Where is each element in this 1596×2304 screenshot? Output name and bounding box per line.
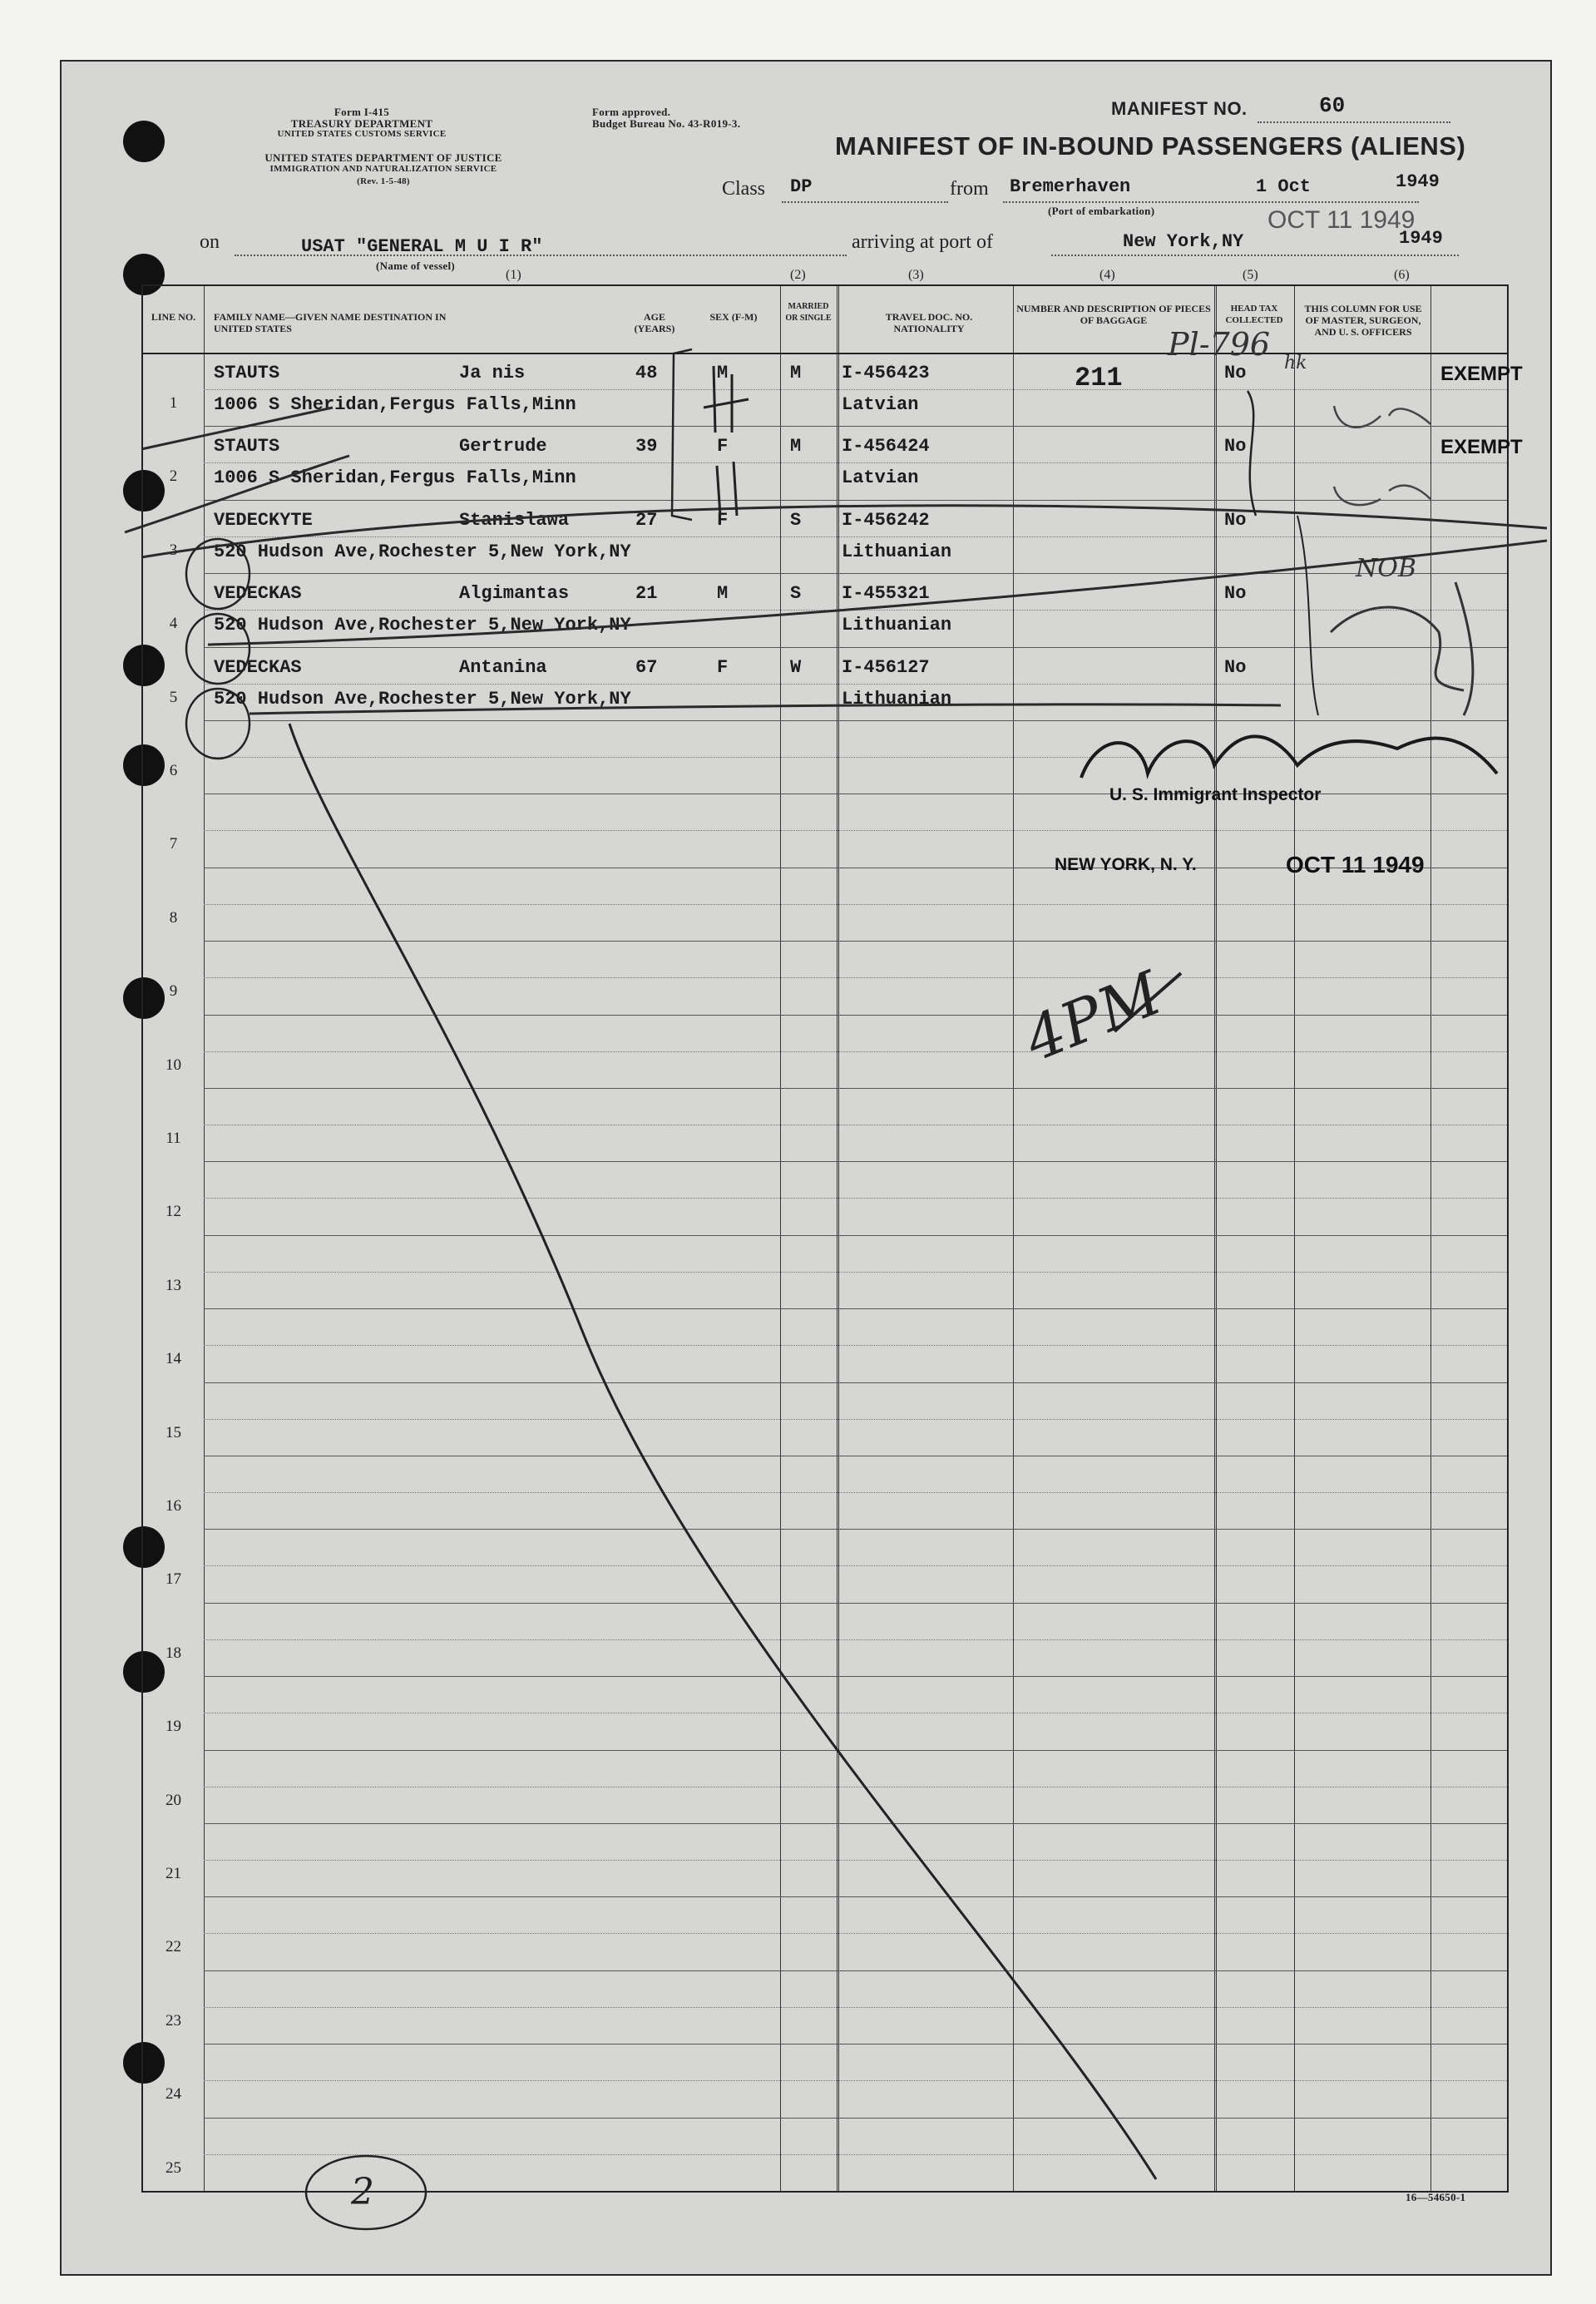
cell-address: 1006 S Sheridan,Fergus Falls,Minn — [214, 394, 576, 415]
cell-ms: M — [790, 363, 802, 383]
from-value: Bremerhaven — [1010, 176, 1131, 197]
cell-nationality: Lithuanian — [842, 688, 952, 709]
form-code: 16—54650-1 — [1406, 2191, 1466, 2203]
col-married: MARRIED OR SINGLE — [785, 302, 832, 323]
line-number: 3 — [169, 541, 178, 559]
line-number: 25 — [166, 2158, 181, 2177]
class-value: DP — [790, 176, 813, 197]
cell-given: Antanina — [459, 656, 547, 678]
cell-doc: I-456127 — [842, 656, 930, 678]
location-stamp: NEW YORK, N. Y. — [1055, 855, 1197, 874]
cell-surname: VEDECKAS — [214, 583, 302, 605]
cell-ms: W — [790, 656, 802, 678]
line-number: 21 — [166, 1865, 181, 1882]
cell-address: 520 Hudson Ave,Rochester 5,New York,NY — [214, 688, 631, 709]
col-sex: SEX (F-M) — [709, 311, 758, 323]
line-number: 17 — [166, 1570, 181, 1589]
line-number: 18 — [166, 1644, 181, 1662]
cell-tax: No — [1224, 363, 1247, 383]
cell-age: 27 — [635, 509, 658, 531]
handwritten-pl: Pl-796 — [1168, 326, 1271, 363]
manifest-title: MANIFEST OF IN-BOUND PASSENGERS (ALIENS) — [835, 131, 1466, 161]
cell-nationality: Lithuanian — [842, 615, 952, 636]
line-number: 12 — [166, 1203, 181, 1221]
col-num-1: (1) — [506, 268, 521, 282]
line-number: 1 — [169, 394, 178, 412]
line-number: 16 — [166, 1497, 181, 1515]
handwritten-time: 4PM — [1015, 957, 1171, 1075]
col-officers: THIS COLUMN FOR USE OF MASTER, SURGEON, AND U. S. OFFICERS — [1304, 303, 1422, 338]
line-number: 11 — [166, 1130, 181, 1147]
col-baggage: NUMBER AND DESCRIPTION OF PIECES OF BAGGAGE — [1016, 303, 1211, 326]
cell-ms: S — [790, 583, 802, 605]
cell-doc: I-456424 — [842, 436, 930, 457]
col-name: FAMILY NAME—GIVEN NAME DESTINATION IN UNITED STATES — [214, 311, 447, 334]
cell-tax: No — [1224, 656, 1247, 678]
cell-ms: M — [790, 436, 802, 457]
manifest-label: MANIFEST NO. — [1111, 98, 1248, 119]
cell-given: Gertrude — [459, 436, 547, 457]
arrival-year: 1949 — [1399, 228, 1443, 249]
line-number: 13 — [166, 1276, 181, 1294]
col-age: AGE (YEARS) — [634, 311, 675, 334]
line-number: 6 — [169, 762, 178, 779]
cell-nationality: Latvian — [842, 394, 919, 415]
cell-nationality: Lithuanian — [842, 541, 952, 562]
line-number: 9 — [169, 982, 178, 1001]
line-number: 10 — [166, 1056, 181, 1074]
cell-surname: VEDECKYTE — [214, 509, 313, 531]
cell-tax: No — [1224, 583, 1247, 605]
col-num-6: (6) — [1394, 268, 1410, 282]
col-travel: TRAVEL DOC. NO. NATIONALITY — [885, 311, 973, 334]
line-number: 24 — [166, 2085, 181, 2104]
cell-doc: I-456423 — [842, 363, 930, 383]
col-num-5: (5) — [1243, 268, 1258, 282]
received-date-stamp: OCT 11 1949 — [1267, 206, 1416, 234]
cell-ms: S — [790, 509, 802, 531]
dept-justice: UNITED STATES DEPARTMENT OF JUSTICE — [264, 151, 502, 164]
inspector-stamp: U. S. Immigrant Inspector — [1109, 785, 1322, 804]
form-approved: Form approved. — [592, 106, 671, 118]
cell-officer: EXEMPT — [1440, 436, 1523, 459]
date-stamp: OCT 11 1949 — [1286, 852, 1425, 878]
form-revision: (Rev. 1-5-48) — [357, 176, 410, 186]
vessel-name: USAT "GENERAL M U I R" — [301, 236, 543, 257]
cell-doc: I-456242 — [842, 509, 930, 531]
cell-given: Stanislawa — [459, 509, 570, 531]
cell-sex: F — [717, 509, 729, 531]
line-number: 22 — [166, 1938, 181, 1956]
arriving-port: New York,NY — [1123, 231, 1244, 252]
form-number: Form I-415 — [334, 106, 390, 118]
dept-ins: IMMIGRATION AND NATURALIZATION SERVICE — [269, 164, 497, 174]
cell-given: Ja nis — [459, 363, 526, 383]
cell-sex: F — [717, 436, 729, 457]
vessel-caption: (Name of vessel) — [376, 260, 456, 272]
cell-tax: No — [1224, 509, 1247, 531]
dept-customs: UNITED STATES CUSTOMS SERVICE — [277, 129, 447, 139]
date-value: 1 Oct — [1256, 176, 1312, 197]
cell-age: 39 — [635, 436, 658, 457]
dept-treasury: TREASURY DEPARTMENT — [290, 117, 433, 130]
cell-officer: EXEMPT — [1440, 363, 1523, 385]
line-number: 5 — [169, 688, 178, 706]
cell-surname: STAUTS — [214, 363, 280, 383]
line-number: 23 — [166, 2011, 181, 2030]
col-num-2: (2) — [790, 268, 806, 282]
cell-address: 520 Hudson Ave,Rochester 5,New York,NY — [214, 541, 631, 562]
cell-surname: STAUTS — [214, 436, 280, 457]
handwritten-page-number: 2 — [351, 2171, 374, 2213]
cell-surname: VEDECKAS — [214, 656, 302, 678]
from-label: from — [950, 178, 989, 200]
cell-sex: M — [717, 583, 729, 605]
cell-address: 520 Hudson Ave,Rochester 5,New York,NY — [214, 615, 631, 636]
budget-bureau: Budget Bureau No. 43-R019-3. — [592, 117, 741, 130]
year-value: 1949 — [1396, 171, 1440, 192]
cell-age: 48 — [635, 363, 658, 383]
line-number: 14 — [166, 1350, 181, 1368]
line-number: 2 — [169, 467, 178, 486]
line-number: 7 — [169, 835, 178, 853]
cell-sex: F — [717, 656, 729, 678]
on-label: on — [200, 231, 220, 253]
cell-age: 67 — [635, 656, 658, 678]
col-num-4: (4) — [1099, 268, 1115, 282]
line-number: 15 — [166, 1423, 181, 1441]
handwritten-nob: NOB — [1356, 554, 1416, 583]
line-number: 19 — [166, 1718, 181, 1736]
arriving-label: arriving at port of — [852, 231, 993, 253]
col-headtax: HEAD TAX COLLECTED — [1225, 304, 1283, 325]
port-embark-caption: (Port of embarkation) — [1048, 205, 1155, 217]
line-number: 20 — [166, 1791, 181, 1809]
cell-age: 21 — [635, 583, 658, 605]
class-label: Class — [722, 178, 766, 200]
col-line-no: LINE NO. — [151, 311, 196, 323]
cell-tax: No — [1224, 436, 1247, 457]
line-number: 4 — [169, 615, 178, 633]
cell-address: 1006 S Sheridan,Fergus Falls,Minn — [214, 467, 576, 489]
col-num-3: (3) — [908, 268, 924, 282]
cell-baggage: 211 — [1075, 363, 1123, 393]
cell-given: Algimantas — [459, 583, 570, 605]
cell-sex: M — [717, 363, 729, 383]
cell-doc: I-455321 — [842, 583, 930, 605]
line-number: 8 — [169, 908, 178, 927]
cell-nationality: Latvian — [842, 467, 919, 489]
handwritten-hk: hk — [1284, 353, 1307, 373]
manifest-number: 60 — [1319, 93, 1346, 118]
